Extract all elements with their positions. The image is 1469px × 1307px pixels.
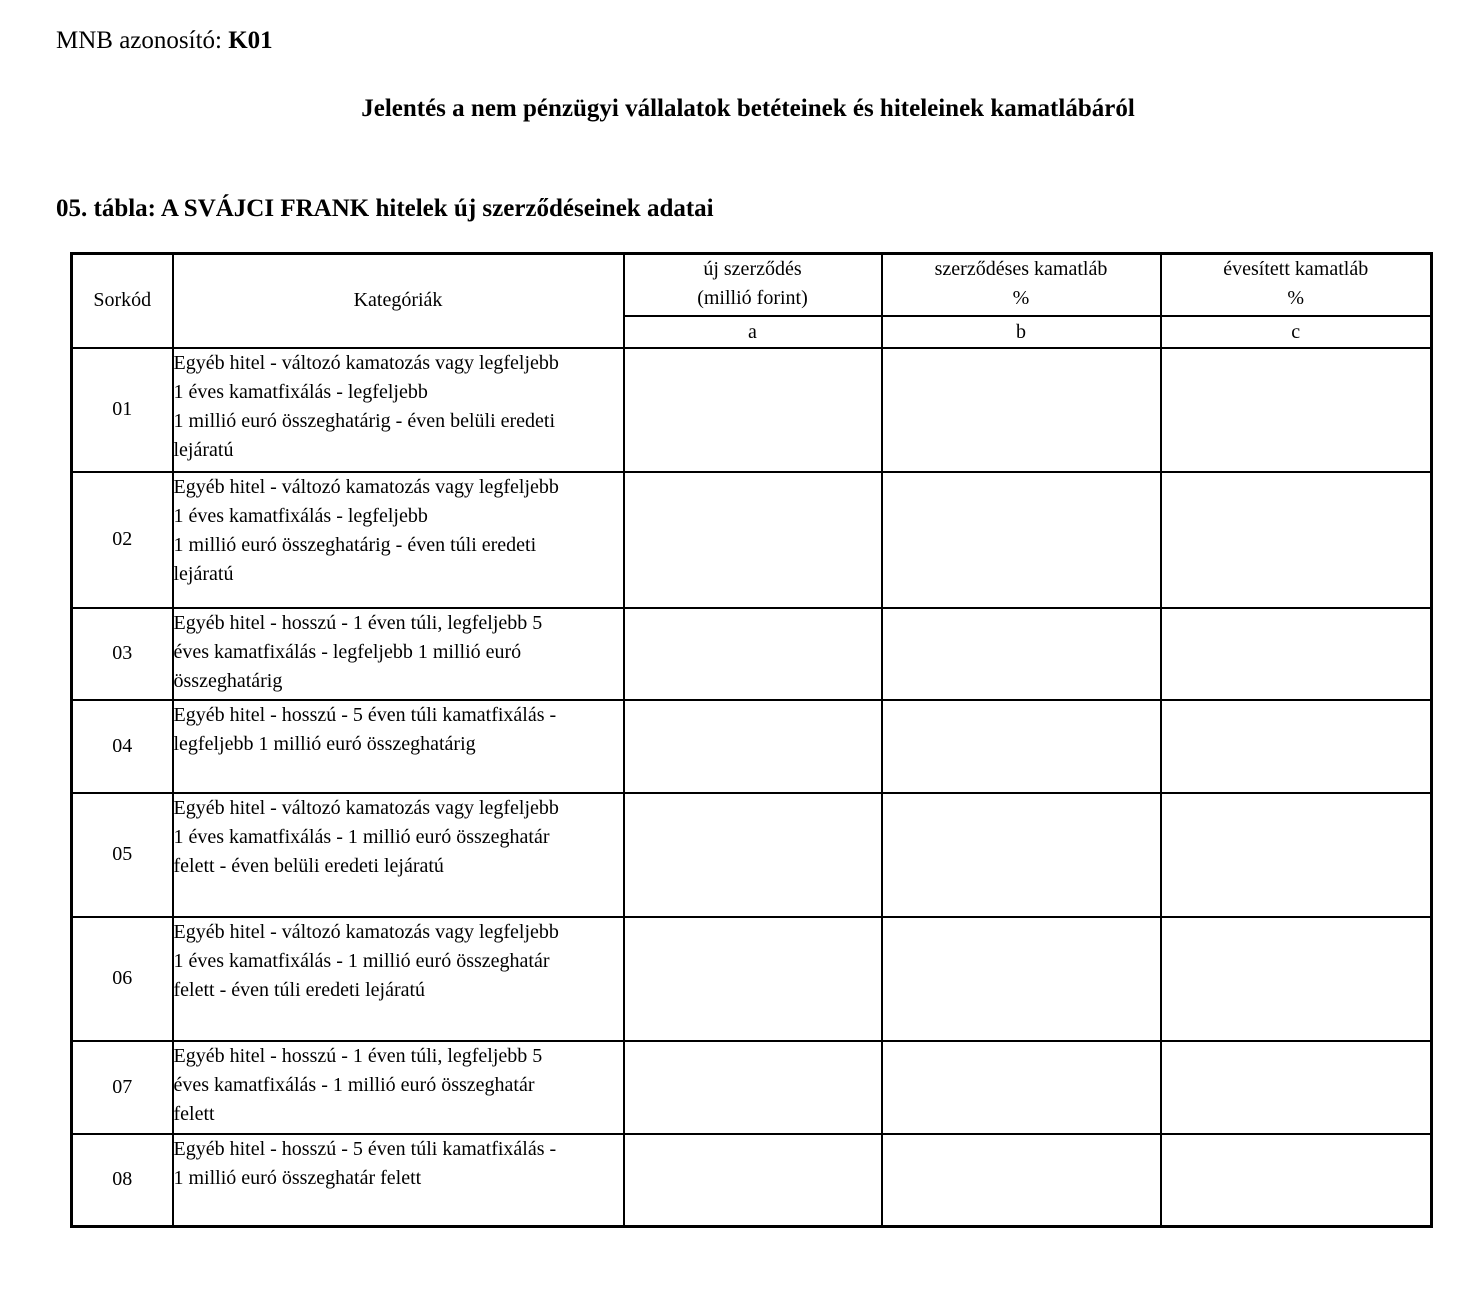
row-category-line: 1 éves kamatfixálás - 1 millió euró összeghatár	[173, 825, 550, 848]
cell-b[interactable]	[882, 917, 1161, 1041]
table-row	[72, 917, 1432, 1041]
cell-a[interactable]	[624, 472, 882, 608]
row-category-line: 1 millió euró összeghatárig - éven belüli eredeti	[173, 409, 556, 432]
mnb-identifier-label: MNB azonosító:	[56, 27, 222, 54]
row-category-line: Egyéb hitel - hosszú - 1 éven túli, legfeljebb 5	[173, 1044, 543, 1067]
row-category-line: Egyéb hitel - hosszú - 5 éven túli kamatfixálás -	[173, 703, 557, 726]
row-category-line: lejáratú	[173, 438, 234, 461]
cell-a[interactable]	[624, 700, 882, 793]
column-header-b	[882, 254, 1161, 316]
table-title: 05. tábla: A SVÁJCI FRANK hitelek új szerződéseinek adatai	[56, 195, 714, 222]
column-header-a-line2: (millió forint)	[697, 287, 808, 309]
cell-c[interactable]	[1161, 917, 1432, 1041]
cell-c[interactable]	[1161, 1041, 1432, 1134]
cell-b[interactable]	[882, 472, 1161, 608]
row-category	[173, 1134, 624, 1227]
row-code: 07	[72, 1041, 173, 1134]
cell-c[interactable]	[1161, 1134, 1432, 1227]
row-category-line: legfeljebb 1 millió euró összeghatárig	[173, 732, 476, 755]
header-row	[72, 254, 1432, 316]
column-letter-b: b	[882, 316, 1161, 348]
row-category-line: éves kamatfixálás - legfeljebb 1 millió euró	[173, 640, 522, 663]
row-category-line: éves kamatfixálás - 1 millió euró összeghatár	[173, 1073, 535, 1096]
row-category	[173, 608, 624, 700]
column-header-a	[624, 254, 882, 316]
row-code: 01	[72, 348, 173, 472]
cell-a[interactable]	[624, 793, 882, 917]
cell-c[interactable]	[1161, 793, 1432, 917]
cell-c[interactable]	[1161, 472, 1432, 608]
column-header-c-line2: %	[1287, 287, 1305, 309]
mnb-identifier	[56, 26, 273, 56]
row-category-line: felett	[173, 1102, 215, 1125]
cell-c[interactable]	[1161, 700, 1432, 793]
column-header-kategoriak: Kategóriák	[173, 254, 624, 348]
report-title: Jelentés a nem pénzügyi vállalatok betéteinek és hiteleinek kamatlábáról	[361, 95, 1135, 122]
row-category	[173, 348, 624, 472]
row-category-line: felett - éven túli eredeti lejáratú	[173, 978, 426, 1001]
column-header-sorkod: Sorkód	[72, 254, 173, 348]
cell-a[interactable]	[624, 348, 882, 472]
table-row	[72, 1134, 1432, 1227]
row-category-line: Egyéb hitel - változó kamatozás vagy legfeljebb	[173, 920, 559, 943]
row-code: 08	[72, 1134, 173, 1227]
column-header-c-line1: évesített kamatláb	[1223, 258, 1369, 280]
row-category-line: Egyéb hitel - változó kamatozás vagy legfeljebb	[173, 351, 559, 374]
row-category	[173, 472, 624, 608]
row-category-line: Egyéb hitel - változó kamatozás vagy legfeljebb	[173, 475, 559, 498]
row-category-line: 1 millió euró összeghatár felett	[173, 1166, 422, 1189]
row-category-line: Egyéb hitel - változó kamatozás vagy legfeljebb	[173, 796, 559, 819]
column-letter-c: c	[1161, 316, 1432, 348]
table-row	[72, 472, 1432, 608]
row-category-line: felett - éven belüli eredeti lejáratú	[173, 854, 444, 877]
table-row	[72, 608, 1432, 700]
cell-b[interactable]	[882, 1041, 1161, 1134]
row-code: 05	[72, 793, 173, 917]
table-row	[72, 348, 1432, 472]
row-category	[173, 793, 624, 917]
cell-b[interactable]	[882, 348, 1161, 472]
cell-c[interactable]	[1161, 608, 1432, 700]
row-category-line: 1 éves kamatfixálás - legfeljebb	[173, 504, 428, 527]
cell-a[interactable]	[624, 1041, 882, 1134]
row-category-line: 1 éves kamatfixálás - 1 millió euró összeghatár	[173, 949, 550, 972]
cell-b[interactable]	[882, 700, 1161, 793]
row-code: 03	[72, 608, 173, 700]
row-category-line: 1 éves kamatfixálás - legfeljebb	[173, 380, 428, 403]
row-code: 06	[72, 917, 173, 1041]
cell-b[interactable]	[882, 793, 1161, 917]
cell-a[interactable]	[624, 608, 882, 700]
cell-c[interactable]	[1161, 348, 1432, 472]
column-header-a-line1: új szerződés	[703, 258, 802, 280]
row-code: 02	[72, 472, 173, 608]
row-category-line: 1 millió euró összeghatárig - éven túli eredeti	[173, 533, 537, 556]
row-code: 04	[72, 700, 173, 793]
row-category-line: lejáratú	[173, 562, 234, 585]
column-header-b-line2: %	[1012, 287, 1030, 309]
row-category-line: összeghatárig	[173, 669, 283, 692]
cell-a[interactable]	[624, 1134, 882, 1227]
column-header-c	[1161, 254, 1432, 316]
cell-b[interactable]	[882, 1134, 1161, 1227]
column-header-b-line1: szerződéses kamatláb	[934, 258, 1108, 280]
row-category	[173, 917, 624, 1041]
table-row	[72, 793, 1432, 917]
row-category	[173, 1041, 624, 1134]
table-row	[72, 700, 1432, 793]
mnb-identifier-code: K01	[228, 27, 273, 54]
column-letter-a: a	[624, 316, 882, 348]
cell-a[interactable]	[624, 917, 882, 1041]
cell-b[interactable]	[882, 608, 1161, 700]
row-category-line: Egyéb hitel - hosszú - 5 éven túli kamatfixálás -	[173, 1137, 557, 1160]
row-category-line: Egyéb hitel - hosszú - 1 éven túli, legfeljebb 5	[173, 611, 543, 634]
table-row	[72, 1041, 1432, 1134]
row-category	[173, 700, 624, 793]
data-table	[70, 252, 1433, 1228]
